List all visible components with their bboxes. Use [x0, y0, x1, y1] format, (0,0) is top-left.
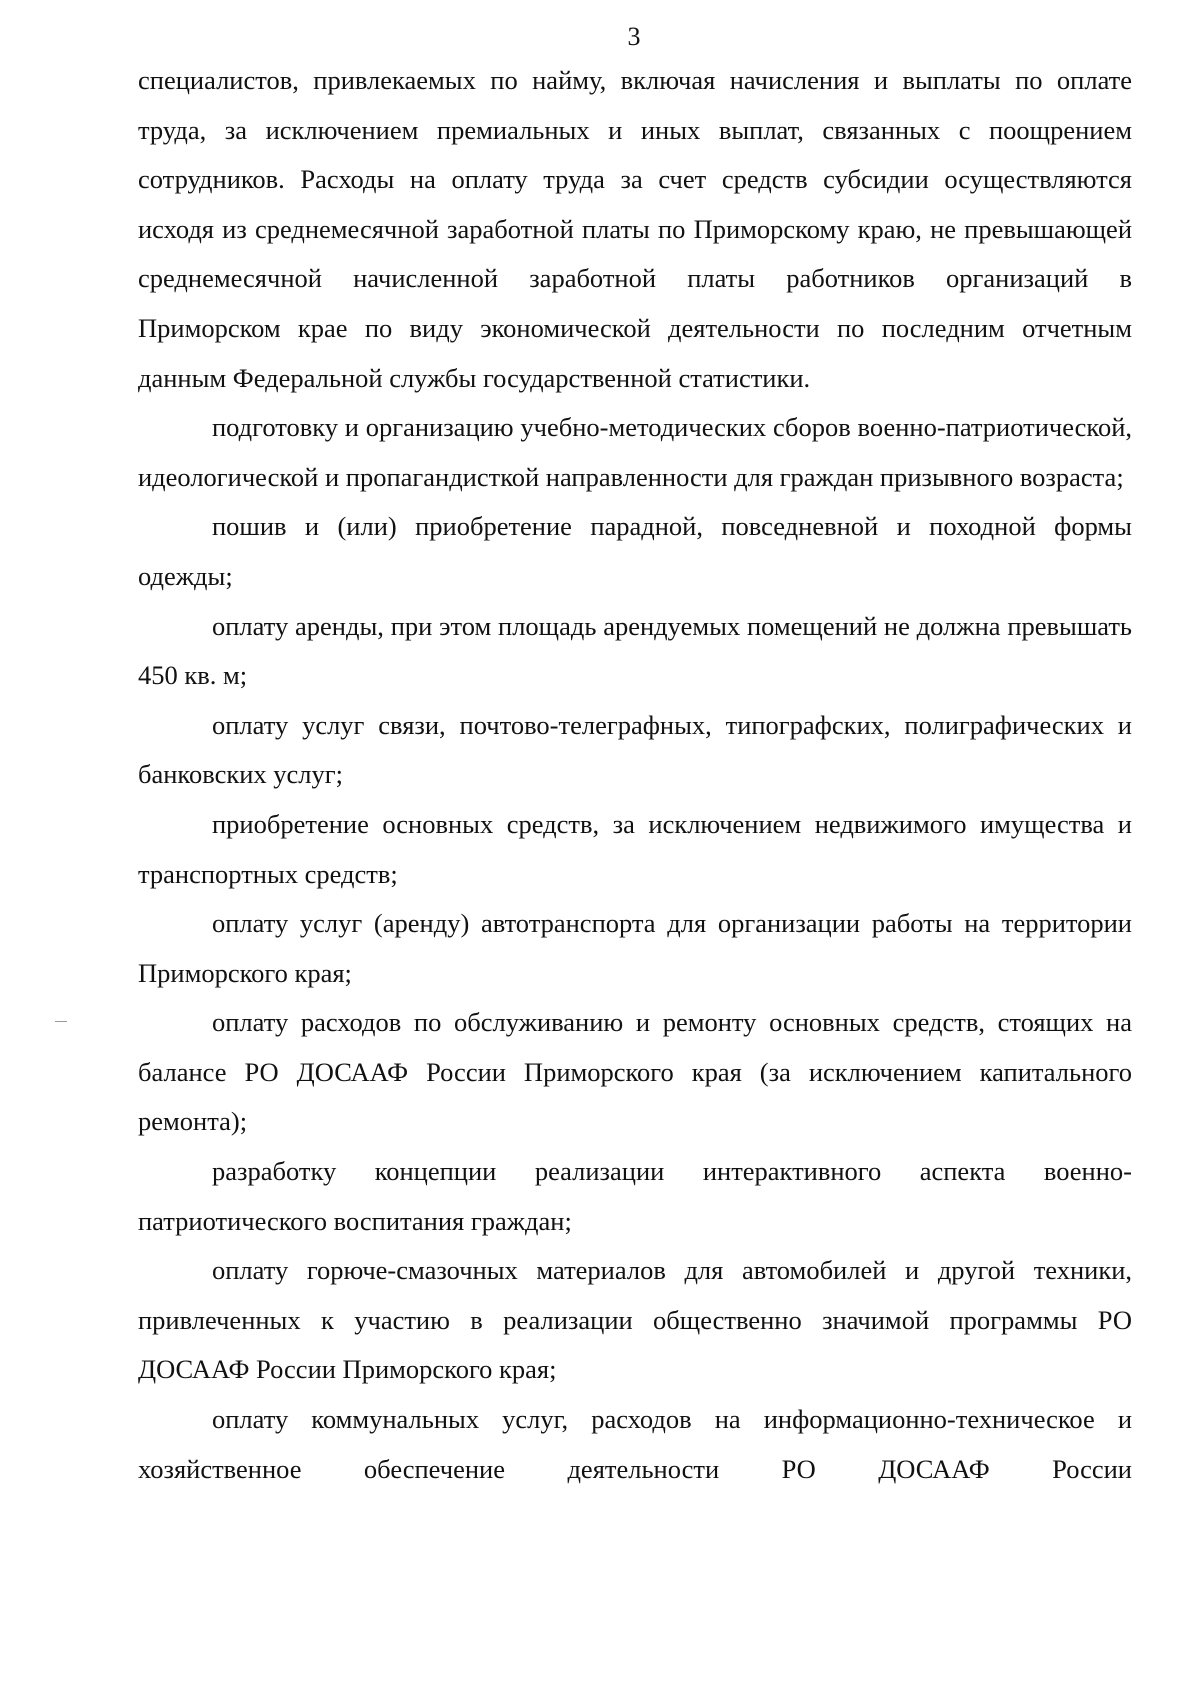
paragraph-continuation: специалистов, привлекаемых по найму, включая начисления и выплаты по оплате труда, за исключением премиальных и иных выплат, связанных с поощрением сотрудников. Расходы на оплату труда за счет средств субсидии осуществляются исходя из среднемесячной заработной платы по Приморскому краю, не превышающей среднемесячной начисленной заработной платы работников организаций в Приморском крае по виду экономической деятельности по последним отчетным данным Федеральной службы государственной статистики.	[138, 65, 1132, 393]
paragraph-concept-development: разработку концепции реализации интерактивного аспекта военно-патриотического воспитания граждан;	[138, 1156, 1132, 1236]
paragraph-communication-services: оплату услуг связи, почтово-телеграфных, типографских, полиграфических и банковских услуг;	[138, 709, 1132, 790]
paragraph-fuel-lubricants: оплату горюче-смазочных материалов для автомобилей и другой техники, привлеченных к участию в реализации общественно значимой программы РО ДОСААФ России Приморского края;	[138, 1255, 1132, 1385]
paragraph-rent: оплату аренды, при этом площадь арендуемых помещений не должна превышать 450 кв. м;	[138, 610, 1132, 691]
paragraph-maintenance: оплату расходов по обслуживанию и ремонту основных средств, стоящих на балансе РО ДОСААФ России Приморского края (за исключением капитального ремонта);	[138, 1007, 1132, 1137]
paragraph-vehicle-rental: оплату услуг (аренду) автотранспорта для организации работы на территории Приморского края;	[138, 908, 1132, 988]
paragraph-training-camps: подготовку и организацию учебно-методических сборов военно-патриотической, идеологической и пропагандисткой направленности для граждан призывного возраста;	[138, 412, 1132, 492]
scan-edge-mark	[55, 1021, 67, 1022]
paragraph-uniform: пошив и (или) приобретение парадной, повседневной и походной формы одежды;	[138, 511, 1132, 591]
paragraph-utilities: оплату коммунальных услуг, расходов на информационно-техническое и хозяйственное обеспечение деятельности РО ДОСААФ России	[138, 1404, 1132, 1484]
paragraph-fixed-assets: приобретение основных средств, за исключением недвижимого имущества и транспортных средств;	[138, 808, 1132, 889]
page-number: 3	[627, 22, 641, 51]
document-body	[138, 56, 1132, 1494]
